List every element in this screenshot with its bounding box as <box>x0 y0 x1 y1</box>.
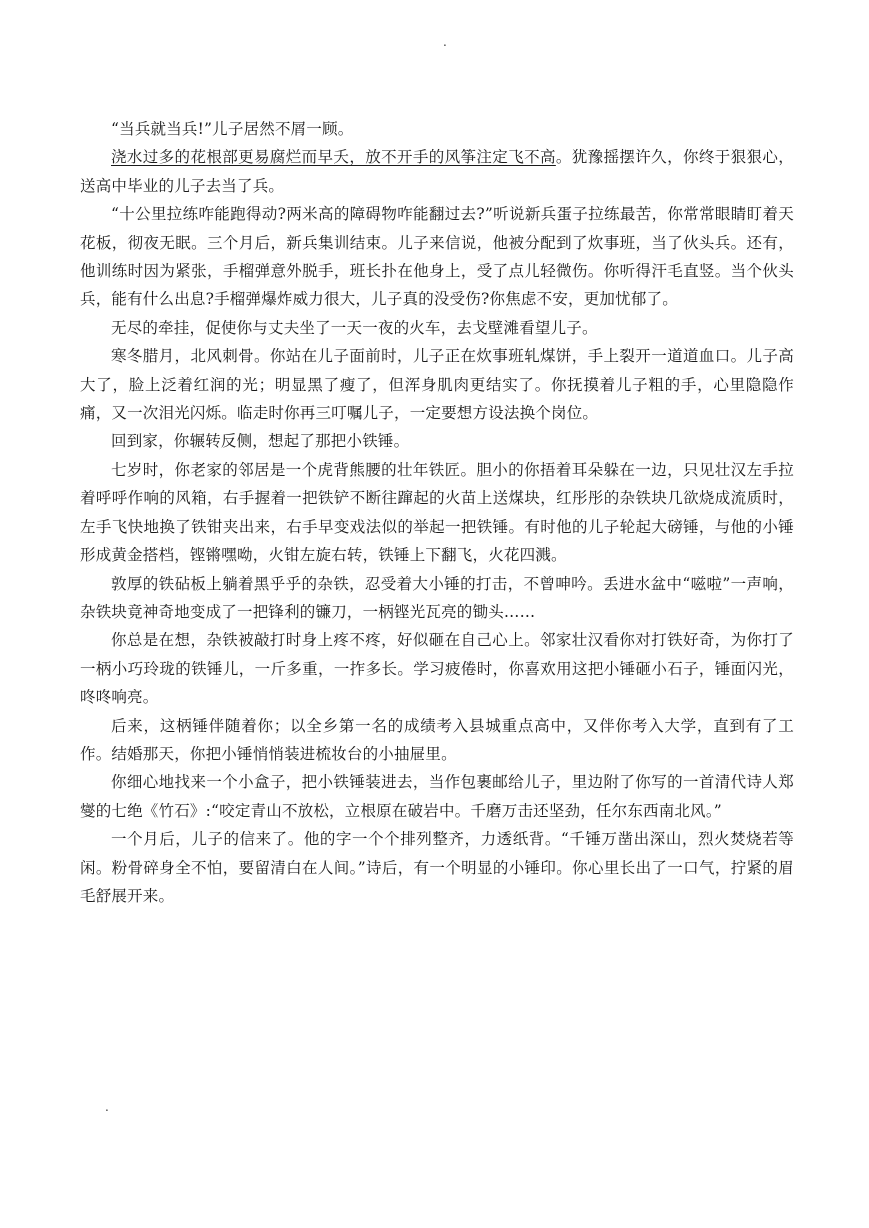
paragraph-3: “十公里拉练咋能跑得动?两米高的障碍物咋能翻过去?”听说新兵蛋子拉练最苦，你常常眼睛盯着天花板，彻夜无眠。三个月后，新兵集训结束。儿子来信说，他被分配到了炊事班，当了伙头兵。还有，他训练时因为紧张，手榴弹意外脱手，班长扑在他身上，受了点儿轻微伤。你听得汗毛直竖。当个伙头兵，能有什么出息?手榴弹爆炸威力很大，儿子真的没受伤?你焦虑不安，更加忧郁了。 <box>80 205 794 309</box>
page-marker-top: . <box>443 35 447 49</box>
paragraph-2 <box>80 143 794 200</box>
article-body <box>80 115 794 910</box>
page-marker-bottom: . <box>105 1100 109 1114</box>
paragraph-4: 无尽的牵挂，促使你与丈夫坐了一天一夜的火车，去戈壁滩看望儿子。 <box>111 318 598 337</box>
paragraph-12: 一个月后，儿子的信来了。他的字一个个排列整齐，力透纸背。“千锤万凿出深山，烈火焚烧若等闲。粉骨碎身全不怕，要留清白在人间。”诗后，有一个明显的小锤印。你心里长出了一口气，拧紧的眉毛舒展开来。 <box>80 830 794 905</box>
paragraph-7: 七岁时，你老家的邻居是一个虎背熊腰的壮年铁匠。胆小的你捂着耳朵躲在一边，只见壮汉左手拉着呼呼作响的风箱，右手握着一把铁铲不断往蹿起的火苗上送煤块，红彤彤的杂铁块几欲烧成流质时，左手飞快地换了铁钳夹出来，右手早变戏法似的举起一把铁锤。有时他的儿子轮起大磅锤，与他的小锤形成黄金搭档，铿锵嘿呦，火钳左旋右转，铁锤上下翻飞，火花四溅。 <box>80 460 794 565</box>
paragraph-2-rest: 。犹豫摇摆许久，你终于狠狠心，送高中毕业的儿子去当了兵。 <box>80 148 794 195</box>
paragraph-8: 敦厚的铁砧板上躺着黑乎乎的杂铁，忍受着大小锤的打击，不曾呻吟。丢进水盆中“嗞啦”一声响，杂铁块竟神奇地变成了一把锋利的镰刀，一柄铿光瓦亮的锄头…… <box>80 574 794 621</box>
paragraph-1: “当兵就当兵!”儿子居然不屑一顾。 <box>111 120 354 138</box>
paragraph-11: 你细心地找来一个小盒子，把小铁锤装进去，当作包裹邮给儿子，里边附了你写的一首清代诗人郑燮的七绝《竹石》:“咬定青山不放松，立根原在破岩中。千磨万击还坚劲，任尔东西南北风。” <box>80 773 794 820</box>
paragraph-6: 回到家，你辗转反侧，想起了那把小铁锤。 <box>111 432 410 451</box>
paragraph-9: 你总是在想，杂铁被敲打时身上疼不疼，好似砸在自己心上。邻家壮汉看你对打铁好奇，为你打了一柄小巧玲珑的铁锤儿，一斤多重，一拃多长。学习疲倦时，你喜欢用这把小锤砸小石子，锤面闪光，咚咚响亮。 <box>80 631 794 707</box>
paragraph-5: 寒冬腊月，北风刺骨。你站在儿子面前时，儿子正在炊事班轧煤饼，手上裂开一道道血口。儿子高大了，脸上泛着红润的光；明显黑了瘦了，但浑身肌肉更结实了。你抚摸着儿子粗的手，心里隐隐作痛，又一次泪光闪烁。临走时你再三叮嘱儿子，一定要想方设法换个岗位。 <box>80 347 794 423</box>
paragraph-10: 后来，这柄锤伴随着你；以全乡第一名的成绩考入县城重点高中，又伴你考入大学，直到有了工作。结婚那天，你把小锤悄悄装进梳妆台的小抽屉里。 <box>80 716 794 763</box>
underlined-sentence: 浇水过多的花根部更易腐烂而早夭，放不开手的风筝注定飞不高 <box>111 148 556 167</box>
